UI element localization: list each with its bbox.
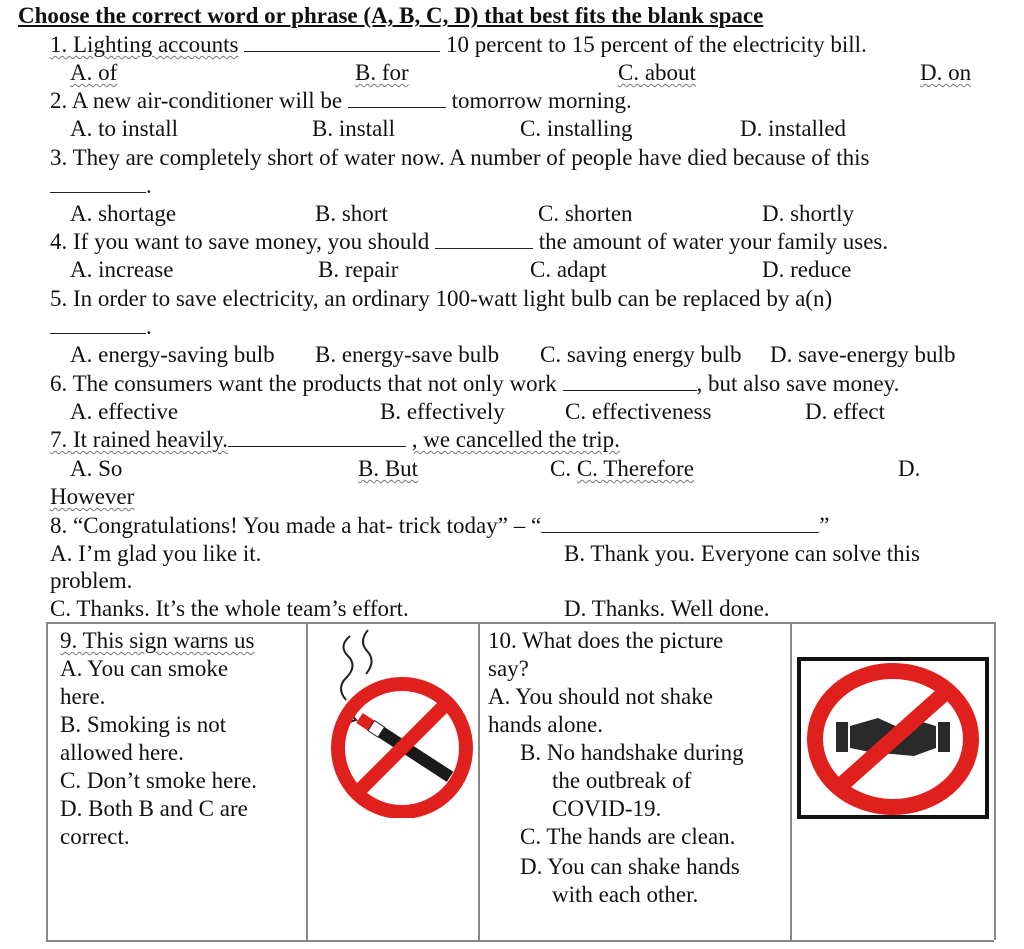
question-1 — [50, 31, 867, 58]
question-5-blank — [50, 313, 146, 334]
question-5-stem-end: . — [146, 314, 152, 339]
no-handshake-icon — [796, 656, 990, 820]
question-8-stem-end: ” — [819, 513, 830, 538]
q1-option-c: C. about — [618, 60, 696, 85]
q10-option-b: B. No handshake during — [520, 740, 744, 765]
q6-option-d: D. effect — [805, 399, 886, 424]
q6-option-c: C. effectiveness — [565, 399, 712, 424]
question-8 — [50, 512, 829, 539]
question-3-blank-line — [50, 172, 152, 199]
q7-option-a: A. So — [70, 456, 123, 481]
question-2-stem: 2. A new air-conditioner will be — [50, 88, 343, 113]
q3-option-d: D. shortly — [762, 201, 854, 226]
question-3-blank — [50, 172, 146, 193]
question-3-stem-end: . — [146, 173, 152, 198]
question-2-blank — [348, 87, 446, 108]
q10-option-b-cont-1: the outbreak of — [552, 768, 692, 793]
q8-option-c: C. Thanks. It’s the whole team’s effort. — [50, 596, 409, 621]
question-6-stem-end: , but also save money. — [696, 371, 900, 396]
question-4-stem: 4. If you want to save money, you should — [50, 229, 430, 254]
cuff-right — [938, 722, 950, 752]
q1-option-a: A. of — [70, 60, 118, 85]
q9-option-d: D. Both B and C are — [60, 796, 248, 821]
question-6-stem: 6. The consumers want the products that not only work — [50, 371, 557, 396]
q5-option-a: A. energy-saving bulb — [70, 342, 275, 367]
smoke-wisp-1 — [341, 636, 353, 700]
q4-option-c: C. adapt — [530, 257, 607, 282]
q7-option-d: D. — [898, 456, 921, 481]
q4-option-d: D. reduce — [762, 257, 852, 282]
q10-option-c: C. The hands are clean. — [520, 824, 736, 849]
q9-option-a-cont: here. — [60, 684, 106, 709]
q10-option-b-cont-2: COVID-19. — [552, 796, 662, 821]
question-4-blank — [435, 228, 533, 249]
no-smoking-icon — [310, 628, 478, 818]
q10-option-d-cont: with each other. — [552, 882, 699, 907]
table-border-right — [994, 622, 996, 940]
question-3-stem: 3. They are completely short of water now. A number of people have died because of this — [50, 145, 870, 170]
q4-option-a: A. increase — [70, 257, 174, 282]
question-1-stem-end: 10 percent to 15 percent of the electricity bill. — [445, 32, 867, 57]
q1-option-b: B. for — [355, 60, 409, 85]
worksheet-title: Choose the correct word or phrase (A, B, C, D) that best fits the blank space — [18, 3, 764, 28]
q7-option-c: C. C. Therefore — [550, 456, 694, 481]
question-6 — [50, 370, 899, 397]
question-7 — [50, 426, 620, 453]
q5-option-c: C. saving energy bulb — [540, 342, 742, 367]
q5-option-d: D. save-energy bulb — [770, 342, 956, 367]
q9-option-a: A. You can smoke — [60, 656, 229, 681]
question-4-stem-end: the amount of water your family uses. — [538, 229, 889, 254]
smoke-wisp-2 — [363, 630, 372, 674]
q6-option-a: A. effective — [70, 399, 179, 424]
prohibition-slash — [357, 703, 447, 793]
question-5-stem: 5. In order to save electricity, an ordinary 100-watt light bulb can be replaced by a(n) — [50, 286, 833, 311]
q10-option-d: D. You can shake hands — [520, 854, 740, 879]
q9-option-d-cont: correct. — [60, 824, 130, 849]
q7-option-c-text: C. Therefore — [576, 456, 694, 481]
q2-option-d: D. installed — [740, 116, 847, 141]
question-8-stem: 8. “Congratulations! You made a hat- trick today” – “ — [50, 513, 542, 538]
table-divider-2 — [478, 622, 480, 940]
q9-option-c: C. Don’t smoke here. — [60, 768, 257, 793]
q8-option-a: A. I’m glad you like it. — [50, 541, 262, 566]
q10-stem: 10. What does the picture — [488, 628, 724, 653]
question-6-blank — [563, 370, 697, 391]
question-7-stem-end: , we cancelled the trip. — [411, 427, 620, 452]
q2-option-b: B. install — [312, 116, 396, 141]
question-8-blank — [541, 512, 819, 533]
q10-option-a: A. You should not shake — [488, 684, 713, 709]
q4-option-b: B. repair — [318, 257, 399, 282]
question-2 — [50, 87, 632, 114]
table-border-left — [46, 622, 48, 940]
q8-option-b: B. Thank you. Everyone can solve this — [564, 541, 921, 566]
q10-stem-cont: say? — [488, 656, 529, 681]
q3-option-a: A. shortage — [70, 201, 177, 226]
q9-option-b: B. Smoking is not — [60, 712, 227, 737]
q10-option-a-cont: hands alone. — [488, 712, 603, 737]
question-7-blank — [228, 426, 406, 447]
q5-option-b: B. energy-save bulb — [315, 342, 500, 367]
table-divider-1 — [306, 622, 308, 940]
question-2-stem-end: tomorrow morning. — [451, 88, 632, 113]
q2-option-c: C. installing — [520, 116, 633, 141]
q7-option-b: B. But — [358, 456, 419, 481]
question-4 — [50, 228, 888, 255]
cuff-left — [836, 722, 848, 752]
q3-option-c: C. shorten — [538, 201, 633, 226]
q8-option-d: D. Thanks. Well done. — [564, 596, 770, 621]
question-7-stem: 7. It rained heavily. — [50, 427, 228, 452]
q6-option-b: B. effectively — [380, 399, 505, 424]
question-1-blank — [244, 31, 440, 52]
question-1-stem: 1. Lighting accounts — [50, 32, 239, 57]
question-5-blank-line — [50, 313, 152, 340]
q2-option-a: A. to install — [70, 116, 178, 141]
q9-stem: 9. This sign warns us — [60, 628, 255, 653]
q3-option-b: B. short — [315, 201, 388, 226]
q1-option-d: D. on — [920, 60, 972, 85]
table-divider-3 — [790, 622, 792, 940]
q8-option-b-cont: problem. — [50, 568, 133, 593]
q7-option-d-text: However — [50, 484, 135, 509]
q9-option-b-cont: allowed here. — [60, 740, 184, 765]
